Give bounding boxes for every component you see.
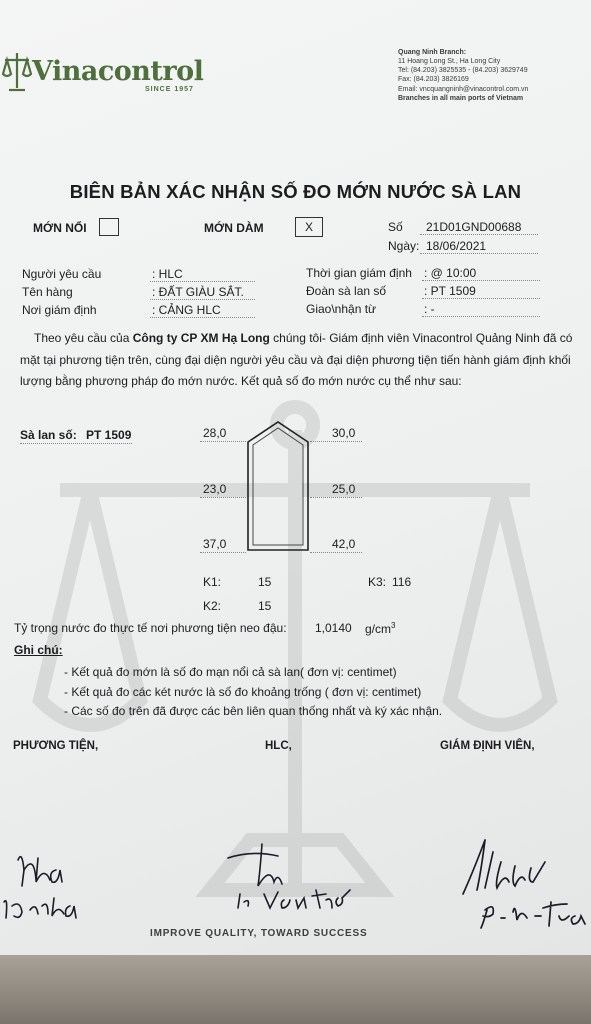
density-label: Tỷ trọng nước đo thực tế nơi phương tiện neo đậu:	[14, 621, 287, 635]
branch-line: Quang Ninh Branch:	[398, 49, 467, 56]
vehicle-signature-image	[0, 840, 120, 935]
brand-since: SINCE 1957	[145, 86, 194, 93]
mid-right-draft: 25,0	[332, 482, 356, 496]
ngay-label: Ngày:	[388, 239, 420, 253]
branch-line: Branches in all main ports of Vietnam	[398, 95, 524, 102]
location-label: Nơi giám định	[22, 303, 97, 317]
barge-number: PT 1509	[86, 428, 132, 442]
k1-value: 15	[258, 575, 272, 589]
branch-line: 11 Hoang Long St., Ha Long City	[398, 58, 501, 65]
intro-paragraph: Theo yêu cầu của Công ty CP XM Hạ Long chúng tôi- Giám định viên Vinacontrol Quảng Ninh đã có mặt tại phương tiện trên, cùng đại diện người yêu cầu và đại diện phương tiện tiến hành giám định khối lượng bằng phương pháp đo mớn nước. Kết quả số đo mớn nước cụ thể như sau:	[20, 331, 573, 388]
notes-title: Ghi chú:	[14, 643, 63, 657]
aft-right-draft: 42,0	[332, 537, 356, 551]
document-title: BIÊN BẢN XÁC NHẬN SỐ ĐO MỚN NƯỚC SÀ LAN	[69, 181, 522, 202]
surveyor-signature-image	[455, 832, 591, 932]
note-item: - Các số đo trên đã được các bên liên quan thống nhất và ký xác nhận.	[64, 704, 443, 718]
requester-value: : HLC	[152, 267, 183, 281]
delivery-value: : -	[424, 302, 435, 316]
mon-dam-mark: X	[304, 220, 313, 234]
branch-line: Tel: (84.203) 3825535 - (84.203) 3629749	[398, 67, 528, 74]
tile-floor-background	[0, 955, 591, 1024]
ngay-value: 18/06/2021	[426, 239, 487, 253]
barge-label: Sà lan số:	[20, 428, 77, 442]
location-value: : CẢNG HLC	[152, 303, 221, 317]
branch-line: Fax: (84.203) 3826169	[398, 76, 469, 83]
brand-name: Vinacontrol	[32, 56, 204, 87]
footer-slogan: IMPROVE QUALITY, TOWARD SUCCESS	[150, 928, 368, 939]
k3-label: K3:	[368, 575, 387, 589]
aft-left-draft: 37,0	[203, 537, 227, 551]
note-item: - Kết quả đo mớn là số đo mạn nổi cả sà lan( đơn vị: centimet)	[64, 665, 397, 679]
cargo-value: : ĐẤT GIÀU SẮT.	[152, 285, 244, 299]
barge-group-label: Đoàn sà lan số	[306, 284, 387, 298]
vinacontrol-logo-icon	[2, 50, 32, 94]
delivery-label: Giao\nhận từ	[306, 302, 377, 316]
density-value: 1,0140	[315, 621, 352, 635]
survey-time-value: : @ 10:00	[424, 266, 477, 280]
mon-dam-label: MỚN DÀM	[204, 221, 264, 235]
requester-label: Người yêu cầu	[22, 267, 102, 281]
branch-line: Email: vncquangninh@vinacontrol.com.vn	[398, 86, 529, 93]
client-company: Công ty CP XM Hạ Long	[132, 331, 270, 345]
barge-group-value: : PT 1509	[424, 284, 476, 298]
so-label: Số	[388, 220, 403, 234]
mon-dam-checkbox	[295, 217, 323, 237]
fore-right-draft: 30,0	[332, 426, 356, 440]
surveyor-signature-label: GIÁM ĐỊNH VIÊN,	[440, 740, 535, 752]
density-unit: $g/cm^3$	[365, 621, 396, 636]
survey-time-label: Thời gian giám định	[306, 266, 412, 280]
vehicle-signature-label: PHƯƠNG TIỆN,	[13, 740, 99, 752]
barge-outline-diagram	[246, 420, 310, 552]
cargo-label: Tên hàng	[22, 285, 73, 299]
k1-label: K1:	[203, 575, 222, 589]
k2-label: K2:	[203, 599, 222, 613]
mon-noi-label: MỚN NỔI	[33, 221, 87, 235]
mid-left-draft: 23,0	[203, 482, 227, 496]
note-item: - Kết quả đo các két nước là số đo khoảng trống ( đơn vị: centimet)	[64, 685, 422, 699]
hlc-signature-image	[222, 842, 362, 922]
so-value: 21D01GND00688	[426, 220, 522, 234]
k2-value: 15	[258, 599, 272, 613]
mon-noi-checkbox	[99, 218, 119, 236]
fore-left-draft: 28,0	[203, 426, 227, 440]
k3-value: 116	[392, 575, 412, 589]
hlc-signature-label: HLC,	[265, 740, 292, 752]
